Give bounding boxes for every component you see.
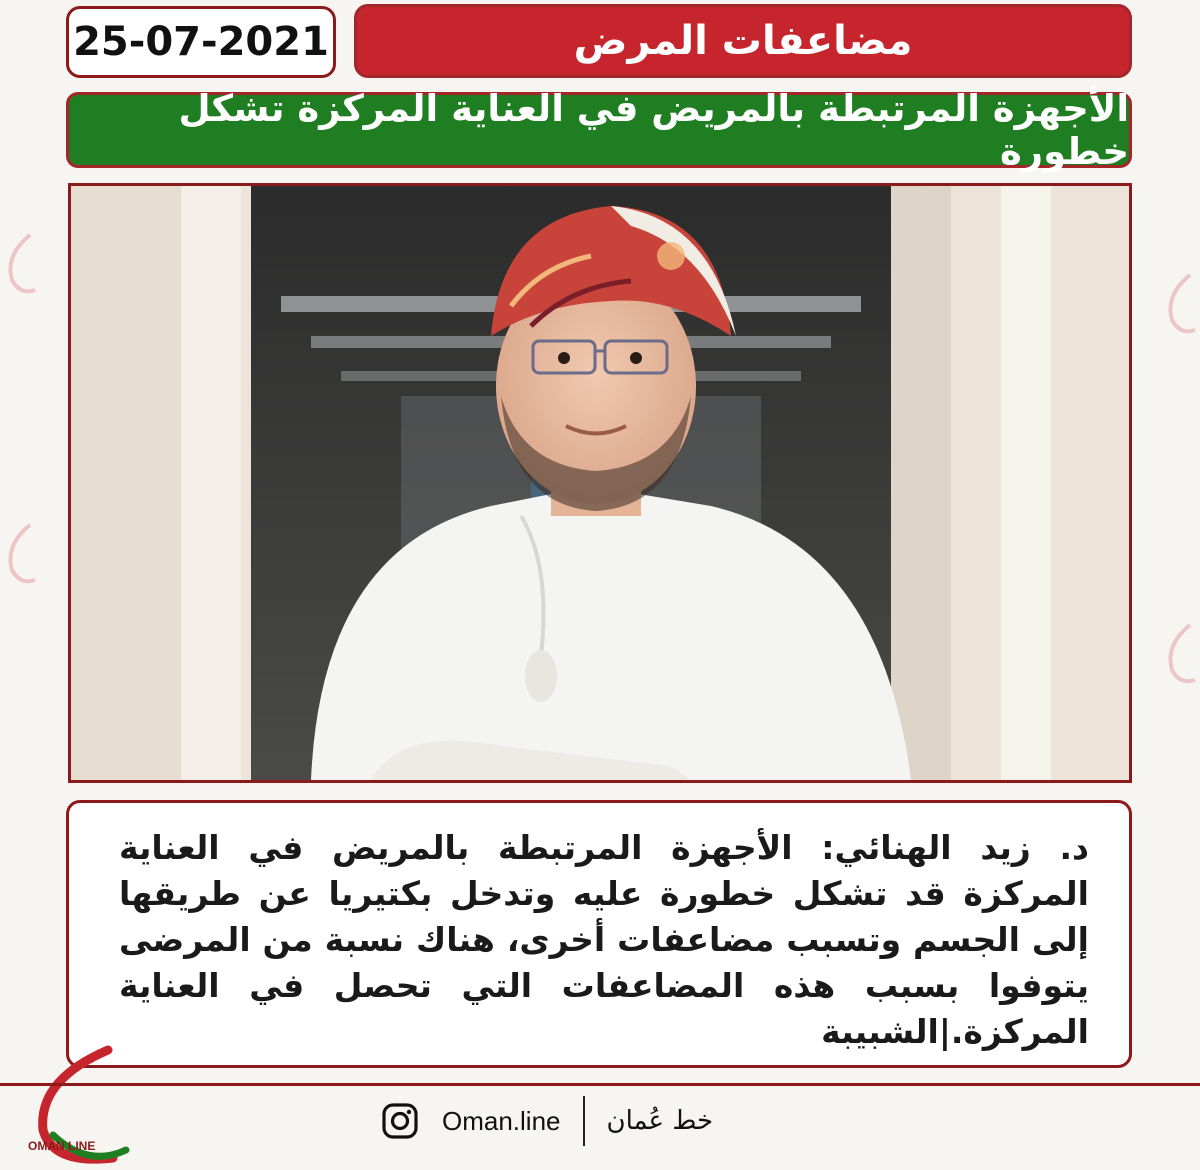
logo-text: OMAN LINE (28, 1139, 96, 1153)
quote-box (66, 800, 1132, 1068)
topic-banner (354, 4, 1132, 78)
quote-text: د. زيد الهنائي: الأجهزة المرتبطة بالمريض في العناية المركزة قد تشكل خطورة عليه وتدخل بكتيريا عن طريقها إلى الجسم وتسبب مضاعفات أخرى، هناك نسبة من المرضى يتوفوا بسبب هذه المضاعفات التي تحصل في العناية المركزة.|الشبيبة (119, 828, 1089, 1051)
portrait-illustration (71, 186, 1129, 780)
instagram-icon[interactable] (380, 1101, 420, 1141)
oman-line-logo (8, 1040, 148, 1170)
portrait-photo (68, 183, 1132, 783)
watermark-logo-icon (1160, 270, 1200, 340)
footer-divider (0, 1083, 1200, 1086)
headline-title: الأجهزة المرتبطة بالمريض في العناية المركزة تشكل خطورة (178, 87, 1129, 173)
date-badge (66, 6, 336, 78)
headline-banner (66, 87, 1132, 173)
footer-bar (380, 1090, 713, 1152)
footer-separator (583, 1096, 585, 1146)
watermark-logo-icon (1160, 620, 1200, 690)
instagram-handle[interactable]: Oman.line (442, 1105, 561, 1136)
brand-name: خط عُمان (606, 1106, 714, 1136)
watermark-logo-icon (0, 520, 40, 590)
topic-title: مضاعفات المرض (573, 18, 913, 64)
watermark-logo-icon (0, 230, 40, 300)
date-text: 25-07-2021 (73, 19, 329, 65)
